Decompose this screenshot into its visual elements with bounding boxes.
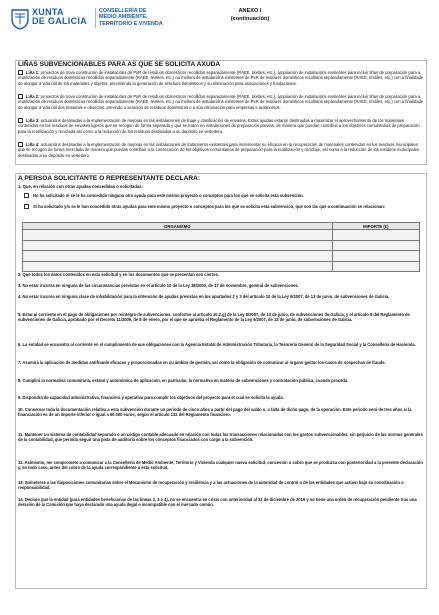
header-organismo: ORGANISMO xyxy=(23,223,333,230)
line-2-head: Liña 2: xyxy=(26,94,40,99)
dept-line-3: TERRITORIO E VIVENDA xyxy=(99,20,163,27)
declaration-14: 14. Declaro que la entidad (para entidades beneficiarias de las líneas 2, 3 e 4), no se encuentra en crisis con anterioridad al 31 de diciembre de 2019 y no tiene una orden de recuperación pendiente tras una decisión de la Comisión que haya declarado una ayuda ilegal e incompatible con el mercado común. xyxy=(18,497,417,508)
header-divider xyxy=(95,8,96,28)
organismo-cell[interactable] xyxy=(23,251,333,262)
line-1-checkbox[interactable] xyxy=(18,70,23,75)
option-other-aid[interactable] xyxy=(24,204,420,209)
option-no-other-aid-text: No ha solicitado ni se le ha concedido ninguna otra ayuda para este mismo proyecto o conceptos para los que se solicita esta subvención. xyxy=(33,193,304,198)
table-row xyxy=(23,261,420,272)
line-3-checkbox[interactable] xyxy=(18,118,23,123)
annex-heading xyxy=(205,8,295,23)
declaration-13: 13. Someterse a las disposiciones comunitarias sobre el Mecanismo de recuperación y resiliencia y a las actuaciones de la autoridad de control o de las entidades que actúen bajo su coordinación o responsabilidad. xyxy=(18,480,404,491)
department-name xyxy=(99,8,163,27)
brand-name xyxy=(32,8,87,26)
declaration-6: 6. La entidad se encuentra al corriente en el cumplimiento de sus obligaciones con la Agencia Estatal de Administración Tributaria, la Tesorería General de la Seguridad Social y la Consellería de Hacienda. xyxy=(18,342,416,347)
line-1-text: proxectos de nova construción de instalacións de PxR de residuos domésticos recollidos separadamente (RAEE, téxtiles, etc.), ampliación de instalacións existentes para incluír liñas de preparación para a reutilización de residuos domésticos recollidos separadamente (RAEE, téxtiles, etc.) ou mellora de instalacións existentes de PxR de residuos domésticos recollidos separadamente (RAEE, téxtiles, etc.) con a finalidade de alongar a vida útil de los materiales y objetos, previniendo la generación de residuos domésticos y su eliminación para asociaciones y fundaciones. xyxy=(18,70,424,86)
declaration-11: 11. Mantener un sistema de contabilidad separado o un código contable adecuado en relación con todas las transacciones relacionadas con los gastos subvencionables, sin perjuicio de las normas generales de la contabilidad, que permita seguir una pista de auditoría sobre los conceptos financiados con cargo a la subvención. xyxy=(18,432,423,443)
declaration-1: 1. Que, en relación con otras ayudas concedidas o solicitadas: xyxy=(18,184,143,189)
line-option-3[interactable] xyxy=(18,118,424,134)
xunta-logo xyxy=(10,8,30,30)
brand-line-2: DE GALICIA xyxy=(32,16,88,26)
line-4-checkbox[interactable] xyxy=(18,142,23,147)
line-3-text: actuacións destinadas a la implementación de mejoras en las instalaciones de triaje y clasificación de envases. Estas ayudas estarán destinadas a maximizar el aprovechamiento de los materiales contenidos en los residuos de envases ligeros que se recogen de forma separada y que se traten en instalaciones de preparación previas, de manera que puedan contribuir a los objetivos comunitarios de preparación para la reutilización y reciclado así como a la reducción de los residuos destinados a su depósito en vertedero. xyxy=(18,118,420,134)
declaration-5: 5. Estar al corriente en el pago de obligaciones por reintegro de subvenciones, conforme al artículo 10.2.g) de la Ley 9/2007, de 13 de junio, de subvenciones de Galicia, y el artículo 9 del Reglamento de subvenciones de Galicia, aprobado por el Decreto 11/2009, de 8 de enero, por el que se aprueba el Reglamento de la Ley 9/2007, de 13 de junio, de subvenciones de Galicia. xyxy=(18,312,410,323)
organismo-cell[interactable] xyxy=(23,240,333,251)
option-no-other-aid[interactable] xyxy=(24,193,420,198)
declaration-10: 10. Conservar toda la documentación relativa a esta subvención durante un periodo de cinco años a partir del pago del saldo o, a falta de dicho pago, de la operación. Este periodo será de tres años si la financiación es de un importe inferior o igual a 60.000 euros, según el artículo 132 del Reglamento financiero. xyxy=(18,407,412,418)
declare-section-title: A PERSOA SOLICITANTE O REPRESENTANTE DECLARA: xyxy=(18,175,201,182)
importe-cell[interactable] xyxy=(332,251,419,262)
line-1-head: Liña 1: xyxy=(26,70,40,75)
table-header-row xyxy=(23,223,420,230)
no-other-aid-checkbox[interactable] xyxy=(24,193,29,198)
dept-line-1: CONSELLERÍA DE xyxy=(99,8,147,14)
line-option-2[interactable] xyxy=(18,94,424,110)
header-importe: IMPORTE (€) xyxy=(332,223,419,230)
organismo-cell[interactable] xyxy=(23,230,333,241)
declaration-8: 8. Cumplirá la normativa comunitaria, estatal y autonómica de aplicación, en particular, la normativa en materia de subvenciones y contratación pública, cuando proceda. xyxy=(18,378,349,383)
option-other-aid-text: Sí ha solicitado y/o se le han concedido otras ayudas para este mismo proyecto o conceptos para los que se solicita esta subvención, que son las que a continuación se relacionan: xyxy=(33,204,386,209)
brand-line-1: XUNTA xyxy=(32,7,64,17)
declaration-2: 2. Que todos los datos contenidos en esta solicitud y en los documentos que se presentan son ciertos. xyxy=(18,272,219,277)
declaration-4: 4. No estar incursa en ninguna clase de inhabilitación para la obtención de ayudas previstas en los apartados 2 y 3 del artículo 10 de la Ley 9/2007, de 13 de junio, de subvenciones de Galicia. xyxy=(18,294,390,299)
other-aid-table xyxy=(22,222,420,272)
annex-subtitle: (continuación) xyxy=(230,15,270,22)
line-2-checkbox[interactable] xyxy=(18,94,23,99)
line-4-text: actuacións destinadas a la implementación de mejoras en las instalaciones de tratamiento existentes para incrementar su eficacia en la recuperación de materiales contenidos en los residuos municipales que se recogen de forma mezclada de manera que puedan contribuir a la consecución de los objetivos comunitarios de preparación para la reutilización y reciclaje, así como a la reducción de los residuos municipales destinados a su depósito en vertedero. xyxy=(18,142,420,158)
importe-cell[interactable] xyxy=(332,240,419,251)
line-3-head: Liña 3: xyxy=(26,118,40,123)
line-2-text: proxectos de nova construción de instalacións de PxR de residuos domésticos recollidos separadamente (RAEE, téxtiles, etc.), ampliación de instalacións existentes para incluír liñas de preparación para a reutilización de residuos domésticos recollidos separadamente (RAEE, téxtiles, etc.) ou mellora de instalacións existentes de PxR de residuos domésticos recollidos separadamente (RAEE, téxtiles, etc.) con a finalidade de alongar a vida útil dos materiais e obxectos, previndo a xeración de residuos domésticos e a súa eliminación para empresas e autónomos. xyxy=(18,94,424,110)
table-row xyxy=(23,240,420,251)
declaration-3: 3. No estar incursa en ninguna de las circunstancias previstas en el artículo 10 de la Ley 38/2003, de 17 de noviembre, general de subvenciones. xyxy=(18,283,299,288)
table-row xyxy=(23,230,420,241)
importe-cell[interactable] xyxy=(332,230,419,241)
table-row xyxy=(23,251,420,262)
lines-section-title: LIÑAS SUBVENCIONABLES PARA AS QUE SE SOLICITA AXUDA xyxy=(18,61,221,68)
importe-cell[interactable] xyxy=(332,261,419,272)
dept-line-2: MEDIO AMBIENTE, xyxy=(99,14,148,21)
line-option-4[interactable] xyxy=(18,142,424,158)
other-aid-checkbox[interactable] xyxy=(24,204,29,209)
declaration-12: 12. Asimismo, me comprometo a comunicar a la Consellería de Medio Ambiente, Territorio y Vivienda cualquier nueva solicitud, concesión o cobro que se produzca con posterioridad a la presente declaración y, en todo caso, antes del cobro de la ayuda correspondiente a esta solicitud. xyxy=(18,460,423,471)
annex-title: ANEXO I xyxy=(238,8,262,14)
line-option-1[interactable] xyxy=(18,70,424,86)
declaration-7: 7. Asumirá la aplicación de medidas antifraude eficaces y proporcionadas en su ámbito de gestión, así como la obligación de comunicar al órgano gestor los casos de sospechas de fraude. xyxy=(18,360,386,365)
page-header xyxy=(0,0,439,50)
organismo-cell[interactable] xyxy=(23,261,333,272)
line-4-head: Liña 4: xyxy=(26,142,40,147)
declaration-9: 9. Dispondrá de capacidad administrativa, financiera y operativa para cumplir los objetivos del proyecto para el cual se solicita la ayuda. xyxy=(18,395,284,400)
